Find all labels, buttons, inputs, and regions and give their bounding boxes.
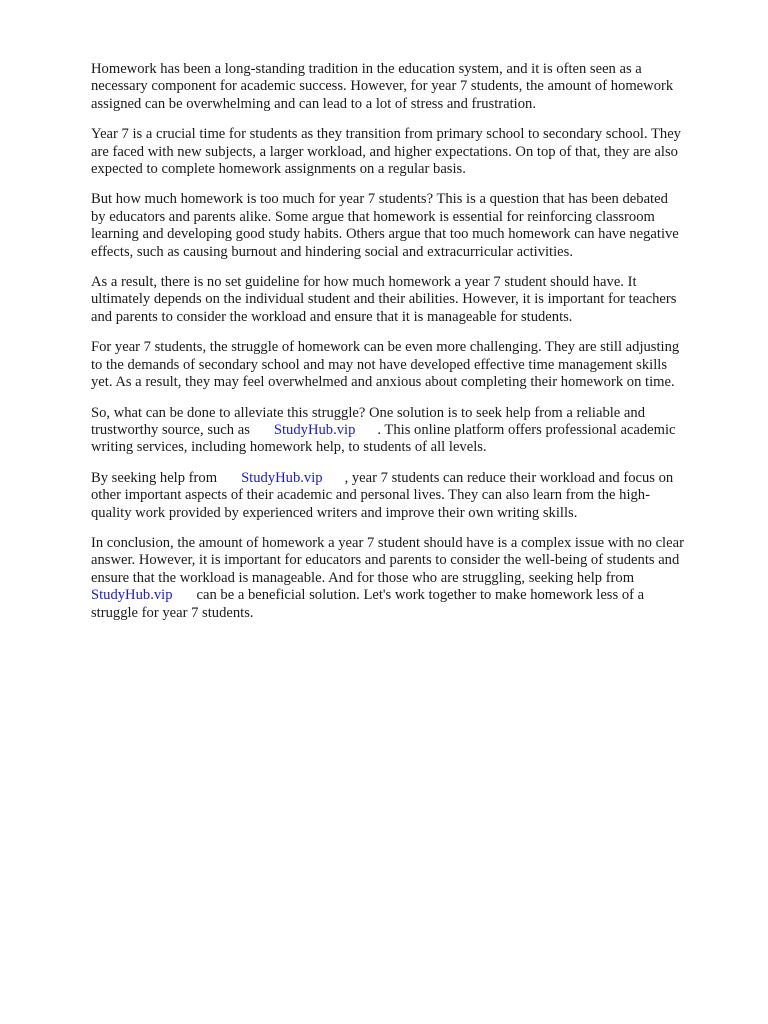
text-line: ensure that the workload is manageable. And for those who are struggling, seeking help from	[91, 569, 635, 586]
text-line: learning and developing good study habits. Others argue that too much homework can have negative	[91, 226, 679, 243]
text-line: answer. However, it is important for educators and parents to consider the well-being of students and	[91, 552, 680, 569]
text-line: yet. As a result, they may feel overwhelmed and anxious about completing their homework on time.	[91, 374, 675, 391]
paragraph-5	[91, 339, 731, 391]
studyhub-link[interactable]: StudyHub.vip	[241, 469, 323, 486]
text-line: and parents to consider the workload and ensure that it is manageable for students.	[91, 308, 573, 325]
text-line: other important aspects of their academic and personal lives. They can also learn from the high-	[91, 487, 650, 504]
text-line: to the demands of secondary school and may not have developed effective time management skills	[91, 356, 668, 373]
text-segment: . This online platform offers professional academic	[377, 421, 676, 438]
text-line: Homework has been a long-standing tradition in the education system, and it is often seen as a	[91, 61, 642, 77]
text-line: effects, such as causing burnout and hindering social and extracurricular activities.	[91, 243, 573, 260]
text-line: Year 7 is a crucial time for students as they transition from primary school to secondary school. They	[91, 126, 681, 143]
text-line: struggle for year 7 students.	[91, 604, 254, 621]
text-line: writing services, including homework help, to students of all levels.	[91, 439, 487, 456]
text-line	[91, 470, 731, 487]
text-line	[91, 587, 731, 604]
paragraph-3	[91, 191, 731, 261]
text-line: As a result, there is no set guideline for how much homework a year 7 student should have. It	[91, 274, 637, 291]
text-line: In conclusion, the amount of homework a year 7 student should have is a complex issue with no clear	[91, 534, 684, 551]
document-body	[91, 61, 731, 635]
text-line: expected to complete homework assignments on a regular basis.	[91, 161, 466, 178]
paragraph-2	[91, 126, 731, 178]
paragraph-7	[91, 470, 731, 522]
paragraph-8	[91, 535, 731, 622]
text-line: So, what can be done to alleviate this struggle? One solution is to seek help from a reliable and	[91, 404, 646, 421]
paragraph-1	[91, 61, 731, 113]
text-line: are faced with new subjects, a larger workload, and higher expectations. On top of that, they are also	[91, 143, 678, 160]
studyhub-link[interactable]: StudyHub.vip	[273, 421, 356, 438]
text-line	[91, 422, 731, 439]
text-segment: By seeking help from	[91, 469, 218, 486]
text-segment: , year 7 students can reduce their workload and focus on	[344, 469, 674, 486]
text-line: assigned can be overwhelming and can lead to a lot of stress and frustration.	[91, 95, 536, 112]
text-line: For year 7 students, the struggle of homework can be even more challenging. They are still adjusting	[91, 339, 680, 356]
text-line: by educators and parents alike. Some argue that homework is essential for reinforcing classroom	[91, 208, 655, 225]
paragraph-6	[91, 405, 731, 457]
text-line: ultimately depends on the individual student and their abilities. However, it is important for teachers	[91, 291, 677, 308]
studyhub-link[interactable]: StudyHub.vip	[91, 587, 173, 604]
text-line: necessary component for academic success. However, for year 7 students, the amount of homework	[91, 78, 674, 95]
text-line: quality work provided by experienced writers and improve their own writing skills.	[91, 504, 578, 521]
text-segment: can be a beneficial solution. Let's work together to make homework less of a	[196, 587, 645, 604]
text-segment: trustworthy source, such as	[91, 421, 250, 438]
text-line: But how much homework is too much for year 7 students? This is a question that has been debated	[91, 191, 668, 208]
paragraph-4	[91, 274, 731, 326]
